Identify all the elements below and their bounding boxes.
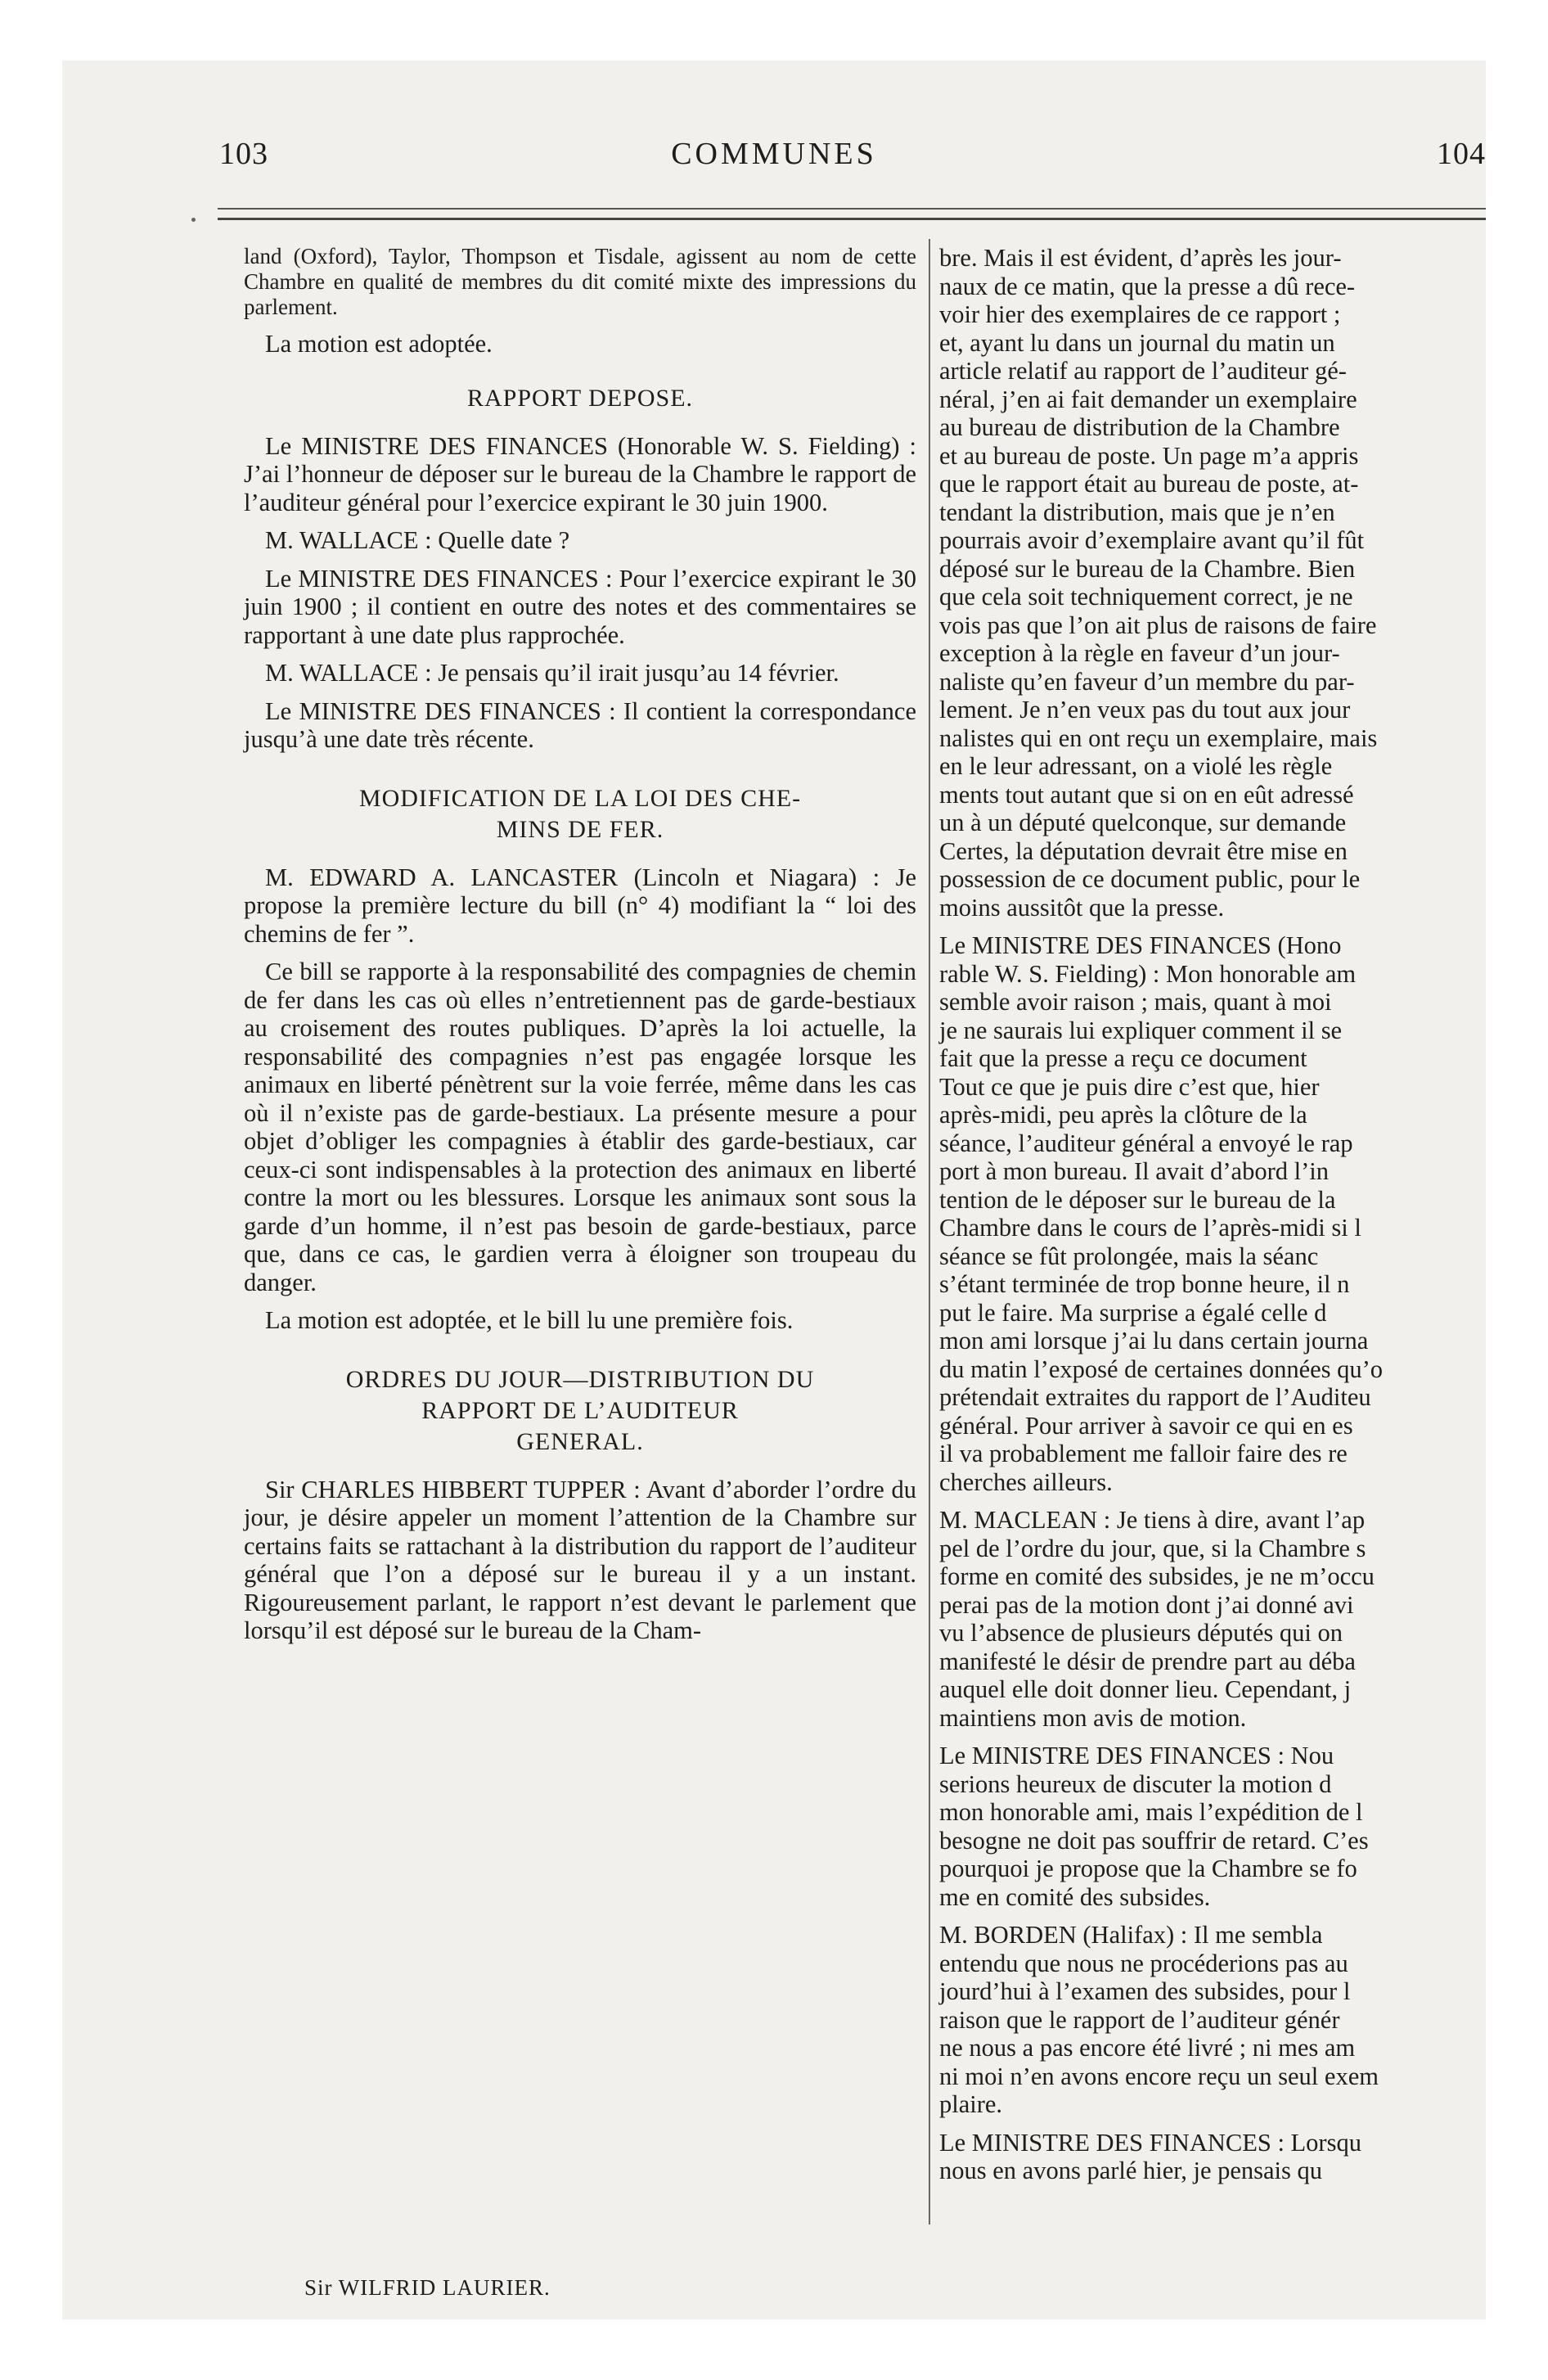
text-line: néral, j’en ai fait demander un exemplaire: [939, 385, 1357, 413]
text-line: plaire.: [939, 2090, 1003, 2118]
text-line: que cela soit techniquement correct, je ne: [939, 583, 1353, 611]
paragraph: M. WALLACE : Quelle date ?: [265, 526, 570, 554]
scanned-page: [62, 61, 1486, 2319]
text-line: Le MINISTRE DES FINANCES (Hono: [939, 931, 1342, 959]
text-line: put le faire. Ma surprise a égalé celle d: [939, 1298, 1327, 1327]
text-line: pel de l’ordre du jour, que, si la Chambre s: [939, 1534, 1366, 1562]
text-line: ne nous a pas encore été livré ; ni mes am: [939, 2034, 1356, 2062]
page-number-left: 103: [219, 137, 268, 171]
text-line: ni moi n’en avons encore reçu un seul exem: [939, 2062, 1379, 2090]
text-line: pourquoi je propose que la Chambre se fo: [939, 1855, 1357, 1882]
text-line: moins aussitôt que la presse.: [939, 893, 1225, 922]
paragraph: M. EDWARD A. LANCASTER (Lincoln et Niagara) : Je propose la première lecture du bill (n° 4) modifiant la “ loi des chemins de fer ”.: [244, 863, 916, 948]
text-line: naliste qu’en faveur d’un membre du par-: [939, 667, 1355, 696]
text-line: mon honorable ami, mais l’expédition de l: [939, 1798, 1363, 1826]
text-line: vois pas que l’on ait plus de raisons de faire: [939, 611, 1377, 639]
text-line: tention de le déposer sur le bureau de la: [939, 1185, 1336, 1214]
heading-line: MINS DE FER.: [496, 815, 664, 843]
text-line: entendu que nous ne procéderions pas au: [939, 1949, 1348, 1977]
text-line: M. BORDEN (Halifax) : Il me sembla: [939, 1921, 1323, 1949]
text-line: au bureau de distribution de la Chambre: [939, 413, 1340, 441]
text-line: il va probablement me falloir faire des re: [939, 1440, 1348, 1467]
page-header: [62, 136, 1486, 185]
text-line: jourd’hui à l’examen des subsides, pour l: [939, 1977, 1351, 2005]
text-line: manifesté le désir de prendre part au déba: [939, 1647, 1356, 1675]
text-line: vu l’absence de plusieurs députés qui on: [939, 1619, 1343, 1647]
text-line: et au bureau de poste. Un page m’a appris: [939, 441, 1359, 470]
text-line: cherches ailleurs.: [939, 1467, 1113, 1496]
text-line: fait que la presse a reçu ce document: [939, 1044, 1307, 1072]
paragraph: M. WALLACE : Je pensais qu’il irait jusqu’au 14 février.: [265, 659, 839, 687]
section-heading: [244, 1364, 916, 1458]
text-line: lement. Je n’en veux pas du tout aux jour: [939, 696, 1351, 723]
text-line: pourrais avoir d’exemplaire avant qu’il fût: [939, 526, 1365, 554]
text-line: maintiens mon avis de motion.: [939, 1703, 1247, 1732]
running-head: COMMUNES: [671, 137, 877, 171]
paragraph: land (Oxford), Taylor, Thompson et Tisdale, agissent au nom de cette Chambre en qualité de membres du dit comité mixte des impressions du parlement.: [244, 244, 916, 319]
text-line: besogne ne doit pas souffrir de retard. C’es: [939, 1826, 1369, 1855]
heading-line: RAPPORT DE L’AUDITEUR: [421, 1396, 739, 1424]
text-line: prétendait extraites du rapport de l’Auditeu: [939, 1383, 1371, 1411]
text-line: déposé sur le bureau de la Chambre. Bien: [939, 554, 1356, 583]
left-column: [244, 244, 916, 1655]
text-line: Le MINISTRE DES FINANCES : Lorsqu: [939, 2128, 1361, 2157]
text-line: nous en avons parlé hier, je pensais qu: [939, 2157, 1323, 2184]
text-line: s’étant terminée de trop bonne heure, il n: [939, 1270, 1350, 1298]
text-line: possession de ce document public, pour le: [939, 865, 1361, 893]
text-line: je ne saurais lui expliquer comment il se: [939, 1016, 1343, 1044]
text-line: ments tout autant que si on en eût adressé: [939, 780, 1354, 809]
paragraph: La motion est adoptée.: [265, 330, 493, 358]
text-line: semble avoir raison ; mais, quant à moi: [939, 988, 1332, 1016]
paragraph: Ce bill se rapporte à la responsabilité des compagnies de chemin de fer dans les cas où elles n’entretiennent pas de garde-bestiaux au croisement des routes publiques. D’après la loi actuelle, la responsabilité des compagnies n’est pas engagée lorsque les animaux en liberté pénètrent sur la voie ferrée, même dans les cas où il n’existe pas de garde-bestiaux. La présente mesure a pour objet d’obliger les compagnies à établir des garde-bestiaux, car ceux-ci sont indispensables à la protection des animaux en liberté contre la mort ou les blessures. Lorsque les animaux sont sous la garde d’un homme, il n’est pas besoin de garde-bestiaux, parce que, dans ce cas, le gardien verra à éloigner son troupeau du danger.: [244, 958, 916, 1296]
text-line: serions heureux de discuter la motion d: [939, 1769, 1332, 1798]
heading-line: ORDRES DU JOUR—DISTRIBUTION DU: [345, 1365, 815, 1393]
paragraph-gap: [939, 1496, 1486, 1506]
footer-speaker-name: Sir WILFRID LAURIER.: [304, 2275, 551, 2300]
text-line: port à mon bureau. Il avait d’abord l’in: [939, 1157, 1329, 1185]
text-line: du matin l’exposé de certaines données qu’o: [939, 1355, 1384, 1383]
paragraph: Le MINISTRE DES FINANCES (Honorable W. S. Fielding) : J’ai l’honneur de déposer sur le bureau de la Chambre le rapport de l’auditeur général pour l’exercice expirant le 30 juin 1900.: [244, 431, 916, 516]
text-line: Chambre dans le cours de l’après-midi si l: [939, 1214, 1361, 1242]
heading-line: MODIFICATION DE LA LOI DES CHE-: [358, 784, 802, 812]
text-line: Tout ce que je puis dire c’est que, hier: [939, 1072, 1320, 1101]
text-line: Certes, la députation devrait être mise en: [939, 836, 1348, 865]
text-line: un à un député quelconque, sur demande: [939, 809, 1347, 836]
text-line: auquel elle doit donner lieu. Cependant, j: [939, 1675, 1352, 1703]
paragraph-gap: [939, 2119, 1486, 2129]
heading-line: GENERAL.: [516, 1427, 644, 1455]
text-line: Le MINISTRE DES FINANCES : Nou: [939, 1742, 1334, 1769]
text-line: forme en comité des subsides, je ne m’occu: [939, 1562, 1375, 1590]
text-line: bre. Mais il est évident, d’après les jour-: [939, 244, 1342, 272]
header-rule-thin: [218, 208, 1486, 210]
text-line: rable W. S. Fielding) : Mon honorable am: [939, 959, 1357, 988]
text-line: naux de ce matin, que la presse a dû rece-: [939, 272, 1356, 300]
section-heading: [244, 783, 916, 845]
text-line: exception à la règle en faveur d’un jour-: [939, 639, 1340, 667]
right-column: [939, 244, 1486, 2185]
text-line: séance se fût prolongée, mais la séanc: [939, 1242, 1319, 1270]
text-line: général. Pour arriver à savoir ce qui en es: [939, 1411, 1353, 1440]
text-line: que le rapport était au bureau de poste, at-: [939, 470, 1359, 498]
text-line: tendant la distribution, mais que je n’en: [939, 498, 1335, 526]
text-line: séance, l’auditeur général a envoyé le rap: [939, 1129, 1353, 1157]
paragraph: La motion est adoptée, et le bill lu une première fois.: [265, 1306, 794, 1334]
paragraph-gap: [939, 922, 1486, 931]
section-heading: RAPPORT DEPOSE.: [466, 384, 694, 412]
text-line: en le leur adressant, on a violé les règle: [939, 752, 1333, 780]
paragraph: Sir CHARLES HIBBERT TUPPER : Avant d’aborder l’ordre du jour, je désire appeler un moment l’attention de la Chambre sur certains faits se rattachant à la distribution du rapport de l’auditeur général que l’on a déposé sur le bureau il y a un instant. Rigoureusement parlant, le rapport n’est devant le parlement que lorsqu’il est déposé sur le bureau de la Cham-: [244, 1475, 916, 1644]
paragraph: Le MINISTRE DES FINANCES : Pour l’exercice expirant le 30 juin 1900 ; il contient en outre des notes et des commentaires se rapportant à une date plus rapprochée.: [244, 564, 916, 649]
text-line: perai pas de la motion dont j’ai donné avi: [939, 1590, 1354, 1619]
text-line: me en comité des subsides.: [939, 1882, 1211, 1911]
text-line: raison que le rapport de l’auditeur génér: [939, 2005, 1340, 2034]
header-rule-thick: [218, 218, 1486, 220]
paragraph: Le MINISTRE DES FINANCES : Il contient la correspondance jusqu’à une date très récente.: [244, 696, 916, 753]
text-line: article relatif au rapport de l’auditeur gé-: [939, 357, 1347, 385]
text-line: nalistes qui en ont reçu un exemplaire, mais: [939, 723, 1378, 752]
paragraph-gap: [939, 1732, 1486, 1742]
paragraph-gap: [939, 1911, 1486, 1921]
text-line: voir hier des exemplaires de ce rapport ;: [939, 300, 1341, 328]
text-line: mon ami lorsque j’ai lu dans certain journa: [939, 1327, 1369, 1355]
text-line: après-midi, peu après la clôture de la: [939, 1101, 1307, 1129]
text-line: M. MACLEAN : Je tiens à dire, avant l’ap: [939, 1506, 1366, 1534]
text-line: et, ayant lu dans un journal du matin un: [939, 328, 1335, 357]
page-number-right: 104: [1437, 137, 1486, 171]
column-separator: [929, 239, 930, 2224]
margin-dot: [191, 218, 196, 222]
